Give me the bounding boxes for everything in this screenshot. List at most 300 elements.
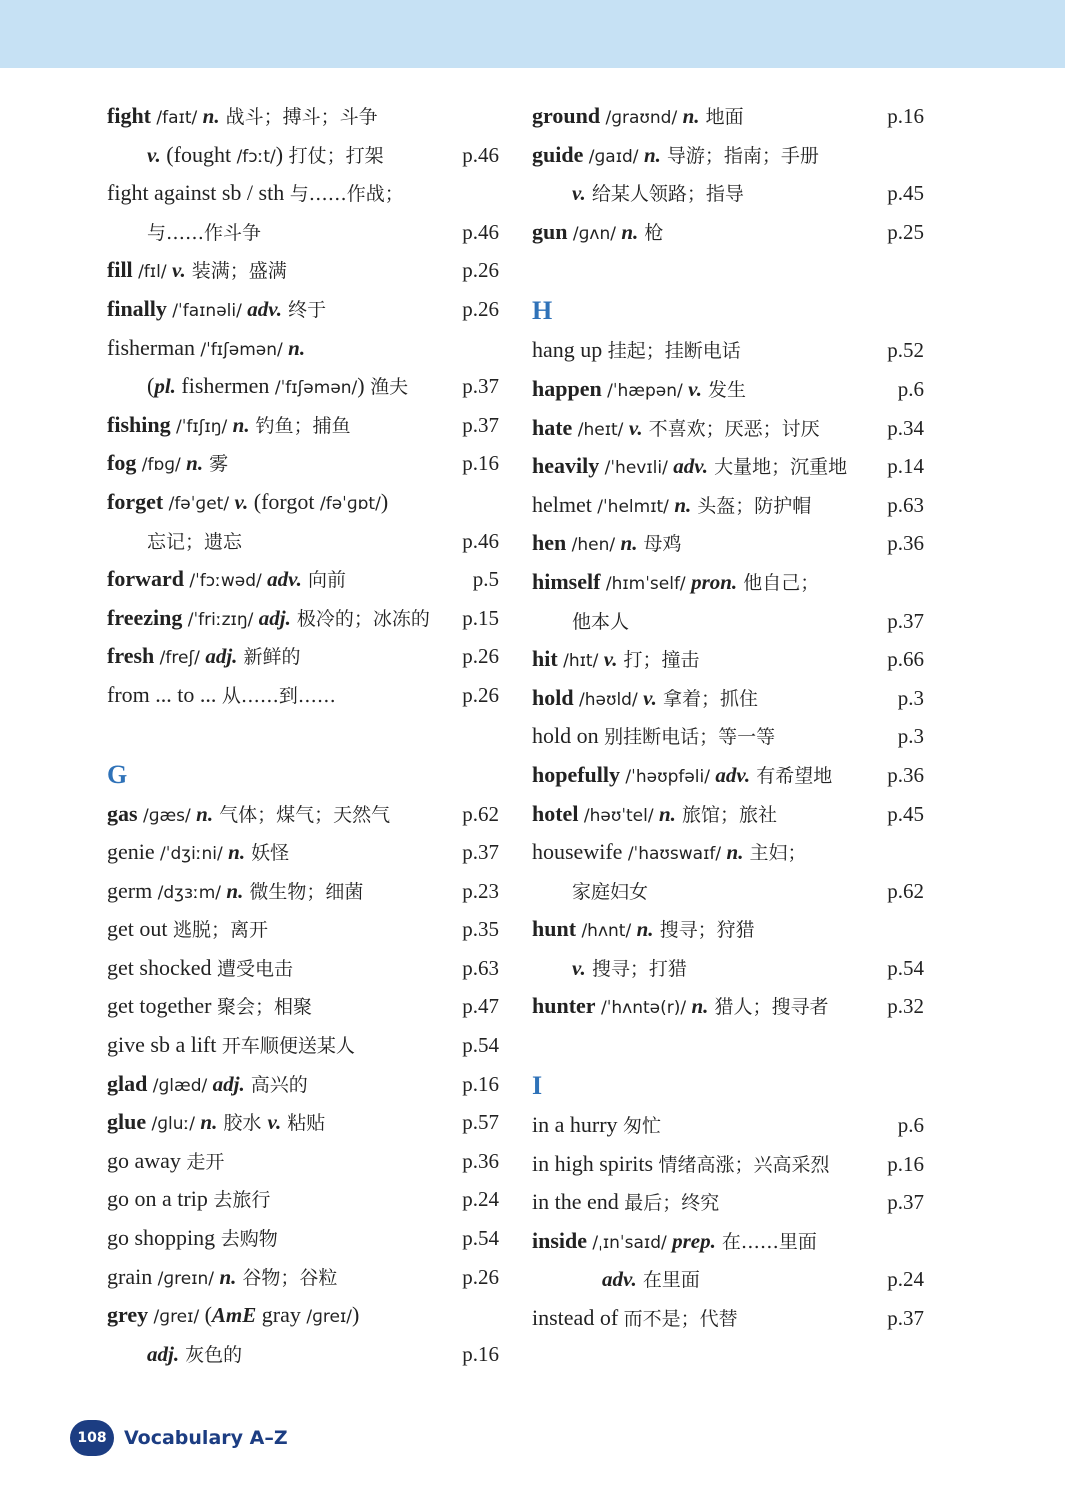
chinese-definition: 旅馆；旅社 <box>675 803 777 826</box>
page-footer <box>70 1420 288 1456</box>
page-reference: p.54 <box>887 955 924 980</box>
phrase-text: germ <box>107 877 153 903</box>
phrase-text: ( <box>147 373 155 399</box>
chinese-definition: 地面 <box>699 106 744 128</box>
phrase-text: ) <box>352 1302 360 1328</box>
chinese-definition: 打；撞击 <box>617 649 700 672</box>
part-of-speech: n. <box>186 451 204 476</box>
phonetic: /ɡæs/ <box>137 805 197 826</box>
phrase-text: get out <box>107 916 173 942</box>
page-reference: p.57 <box>462 1110 499 1135</box>
vocab-entry-line <box>532 213 924 252</box>
phonetic: /ɡlæd/ <box>147 1075 213 1096</box>
phrase-text: housewife <box>532 839 623 865</box>
part-of-speech: v. <box>171 258 186 283</box>
vocab-entry-line <box>107 1026 499 1065</box>
page-reference: p.16 <box>462 451 499 476</box>
part-of-speech: n. <box>288 335 306 360</box>
phrase-text: helmet <box>532 491 592 517</box>
page-reference: p.37 <box>887 1306 924 1331</box>
vocab-entry-line <box>532 679 924 718</box>
chinese-definition: 匆忙 <box>623 1115 662 1138</box>
chinese-definition: 不喜欢；厌恶；讨厌 <box>642 417 820 440</box>
page-reference: p.37 <box>462 840 499 865</box>
chinese-definition: 粘贴 <box>281 1112 326 1135</box>
vocab-entry-line <box>107 1258 499 1297</box>
page-reference: p.37 <box>887 608 924 633</box>
vocab-entry-line <box>107 795 499 834</box>
vocab-entry-line <box>532 756 924 795</box>
phonetic: /ˈfɪʃəmən/ <box>274 378 358 399</box>
headword: guide <box>532 141 584 167</box>
part-of-speech: adv. <box>267 567 302 592</box>
headword: forget <box>107 488 164 514</box>
phrase-text: fight against sb / sth <box>107 180 290 206</box>
part-of-speech: pl. <box>154 374 176 399</box>
page-reference: p.16 <box>887 104 924 128</box>
part-of-speech: n. <box>674 492 692 517</box>
footer-title: Vocabulary A–Z <box>124 1427 288 1449</box>
page-reference: p.35 <box>462 917 499 942</box>
chinese-definition: 遭受电击 <box>216 957 293 980</box>
headword: hunt <box>532 916 577 942</box>
page-reference: p.52 <box>887 338 924 363</box>
page-reference: p.26 <box>462 1264 499 1289</box>
headword: forward <box>107 566 184 592</box>
chinese-definition: 搜寻；打猎 <box>585 957 687 980</box>
phrase-text: fishermen <box>175 373 275 399</box>
phonetic: /ˈdʒiːni/ <box>154 844 229 865</box>
chinese-definition: 在里面 <box>636 1269 700 1292</box>
vocab-entry-line <box>532 174 924 213</box>
phonetic: /hɪmˈself/ <box>600 573 692 594</box>
part-of-speech: n. <box>658 801 676 826</box>
part-of-speech: adj. <box>147 1341 180 1366</box>
phonetic: /heɪt/ <box>572 419 629 440</box>
vocab-entry-line <box>107 599 499 638</box>
vocab-entry-line <box>107 560 499 599</box>
chinese-definition: 头盔；防护帽 <box>691 494 812 517</box>
chinese-definition: 在……里面 <box>715 1230 817 1253</box>
vocab-entry-line <box>107 872 499 911</box>
page-reference: p.26 <box>462 258 499 283</box>
chinese-definition: 搜寻；狩猎 <box>653 919 755 942</box>
page-reference: p.36 <box>462 1148 499 1173</box>
page-reference: p.3 <box>897 685 924 710</box>
vocab-entry-line <box>107 1219 499 1258</box>
chinese-definition: 挂起；挂断电话 <box>607 340 741 363</box>
phonetic: /ˈhevɪli/ <box>599 458 674 479</box>
right-column <box>532 97 924 1338</box>
part-of-speech: adj. <box>212 1071 245 1096</box>
part-of-speech: adv. <box>247 296 283 321</box>
phonetic: /ˈhelmɪt/ <box>591 496 675 517</box>
page-reference: p.24 <box>462 1187 499 1212</box>
phrase-text: hang up <box>532 337 608 363</box>
vocab-entry-line <box>532 1183 924 1222</box>
vocab-entry-line <box>532 795 924 834</box>
page-reference: p.5 <box>472 567 499 592</box>
section-letter: I <box>532 1071 543 1101</box>
part-of-speech: n. <box>643 142 661 167</box>
headword: hen <box>532 530 567 556</box>
phonetic: /ɡreɪn/ <box>152 1268 220 1289</box>
vocab-entry-line <box>107 329 499 368</box>
part-of-speech: n. <box>726 840 744 865</box>
part-of-speech: n. <box>219 1264 237 1289</box>
page-reference: p.15 <box>462 605 499 630</box>
phrase-text: ( <box>204 1302 212 1328</box>
phonetic: /ˈfɪʃɪŋ/ <box>170 416 233 437</box>
page-reference: p.47 <box>462 994 499 1019</box>
phrase-text: go on a trip <box>107 1186 214 1212</box>
part-of-speech: v. <box>147 142 161 167</box>
vocab-entry-line <box>107 676 499 715</box>
phrase-text: get shocked <box>107 954 217 980</box>
chinese-definition: 向前 <box>301 569 346 592</box>
headword: fog <box>107 450 137 476</box>
part-of-speech: v. <box>643 685 657 710</box>
chinese-definition: 谷物；谷粒 <box>236 1266 338 1289</box>
phrase-text: genie <box>107 839 155 865</box>
page-reference: p.36 <box>887 762 924 787</box>
page-number-badge: 108 <box>70 1420 114 1456</box>
phonetic: /ɡaɪd/ <box>583 146 644 167</box>
chinese-definition: 高兴的 <box>244 1073 308 1096</box>
chinese-definition: 给某人领路；指导 <box>585 183 744 206</box>
chinese-definition: 终于 <box>282 298 327 321</box>
part-of-speech: n. <box>621 219 639 244</box>
part-of-speech: n. <box>202 104 220 128</box>
chinese-definition: 从……到…… <box>221 684 336 707</box>
vocab-entry-line <box>107 833 499 872</box>
phonetic: /fəˈɡɒt/ <box>319 493 381 514</box>
phonetic: /hen/ <box>566 535 621 556</box>
vocab-entry-line <box>107 444 499 483</box>
section-gap <box>107 715 499 755</box>
vocab-entry-line <box>107 136 499 175</box>
chinese-definition: 他本人 <box>572 610 630 633</box>
vocab-entry-line <box>532 987 924 1026</box>
vocab-entry-line <box>532 1260 924 1299</box>
part-of-speech: adv. <box>602 1267 637 1292</box>
vocab-entry-line <box>532 447 924 486</box>
phonetic: /ˈhaʊswaɪf/ <box>622 844 727 865</box>
chinese-definition: 情绪高涨；兴高采烈 <box>658 1153 830 1176</box>
chinese-definition: 主妇； <box>743 842 807 865</box>
phonetic: /fɪl/ <box>132 262 172 283</box>
part-of-speech: n. <box>620 531 638 556</box>
phonetic: /fəˈɡet/ <box>163 493 235 514</box>
chinese-definition: 导游；指南；手册 <box>660 144 819 167</box>
vocab-entry-line <box>107 522 499 561</box>
chinese-definition: 逃脱；离开 <box>173 919 269 942</box>
vocab-entry-line <box>532 331 924 370</box>
chinese-definition: 灰色的 <box>179 1343 243 1366</box>
chinese-definition: 与……作战； <box>289 183 404 206</box>
page-reference: p.46 <box>462 219 499 244</box>
chinese-definition: 渔夫 <box>370 376 409 399</box>
part-of-speech: n. <box>232 412 250 437</box>
chinese-definition: 极冷的；冰冻的 <box>290 607 430 630</box>
vocab-entry-line <box>107 637 499 676</box>
headword: hopefully <box>532 761 621 787</box>
vocab-entry-line <box>107 1065 499 1104</box>
page-reference: p.45 <box>887 181 924 206</box>
phrase-text: (forgot <box>248 488 320 514</box>
phonetic: /freʃ/ <box>154 648 206 669</box>
page-reference: p.36 <box>887 531 924 556</box>
page-reference: p.32 <box>887 994 924 1019</box>
chinese-definition: 枪 <box>638 221 664 244</box>
chinese-definition: 气体；煤气；天然气 <box>213 803 391 826</box>
part-of-speech: adj. <box>258 605 291 630</box>
chinese-definition: 去购物 <box>220 1228 278 1251</box>
chinese-definition: 雾 <box>203 453 229 476</box>
part-of-speech: n. <box>228 840 246 865</box>
headword: fresh <box>107 643 155 669</box>
chinese-definition: 聚会；相聚 <box>216 996 312 1019</box>
phonetic: /faɪt/ <box>151 108 203 128</box>
vocab-entry-line <box>532 602 924 641</box>
vocab-entry-line <box>107 174 499 213</box>
page-reference: p.37 <box>462 412 499 437</box>
phonetic: /ɡreɪ/ <box>148 1307 205 1328</box>
page-reference: p.6 <box>897 376 924 401</box>
phrase-text: hold on <box>532 723 605 749</box>
headword: hunter <box>532 993 596 1019</box>
vocab-entry-line <box>107 251 499 290</box>
page-reference: p.34 <box>887 415 924 440</box>
phrase-text: give sb a lift <box>107 1032 222 1058</box>
phrase-text: from ... to ... <box>107 681 222 707</box>
part-of-speech: adj. <box>205 644 238 669</box>
phonetic: /ˈfriːzɪŋ/ <box>182 609 259 630</box>
vocab-entry-line <box>107 1103 499 1142</box>
chinese-definition: 拿着；抓住 <box>656 687 758 710</box>
page-reference: p.46 <box>462 142 499 167</box>
chinese-definition: 装满；盛满 <box>185 260 287 283</box>
page-reference: p.23 <box>462 878 499 903</box>
page-reference: p.37 <box>887 1190 924 1215</box>
section-gap <box>532 251 924 291</box>
page-reference: p.63 <box>887 492 924 517</box>
phonetic: /hʌnt/ <box>576 921 637 942</box>
top-color-band <box>0 0 1065 68</box>
chinese-definition: 母鸡 <box>637 533 682 556</box>
phonetic: /fɔːt/ <box>236 146 276 167</box>
vocab-entry-line <box>532 640 924 679</box>
part-of-speech: n. <box>196 801 214 826</box>
phonetic: /həʊld/ <box>573 689 644 710</box>
headword: himself <box>532 568 601 594</box>
phonetic: /ɡreɪ/ <box>306 1307 353 1328</box>
phonetic: /ˈfaɪnəli/ <box>166 300 248 321</box>
chinese-definition: 忘记；遗忘 <box>147 530 243 553</box>
phrase-text: grain <box>107 1263 153 1289</box>
phrase-text: in the end <box>532 1189 625 1215</box>
phonetic: /ˈhæpən/ <box>601 380 689 401</box>
phrase-text: in high spirits <box>532 1150 659 1176</box>
part-of-speech: n. <box>200 1110 218 1135</box>
headword: ground <box>532 103 601 128</box>
vocab-entry-line <box>107 1180 499 1219</box>
chinese-definition: 走开 <box>186 1150 225 1173</box>
vocab-entry-line <box>532 1299 924 1338</box>
headword: finally <box>107 295 167 321</box>
headword: happen <box>532 375 602 401</box>
headword: glad <box>107 1070 148 1096</box>
vocab-entry-line <box>107 213 499 252</box>
page-reference: p.24 <box>887 1267 924 1292</box>
phonetic: /ɡraʊnd/ <box>600 108 683 128</box>
vocab-entry-line <box>532 872 924 911</box>
part-of-speech: AmE <box>211 1303 257 1328</box>
chinese-definition: 最后；终究 <box>624 1192 720 1215</box>
phonetic: /hɪt/ <box>557 651 604 672</box>
phonetic: /dʒɜːm/ <box>152 882 227 903</box>
phonetic: /ɡʌn/ <box>567 223 622 244</box>
part-of-speech: pron. <box>691 569 738 594</box>
chinese-definition: 微生物；细菌 <box>243 880 364 903</box>
part-of-speech: adv. <box>673 454 709 479</box>
vocab-entry-line <box>532 97 924 136</box>
part-of-speech: v. <box>572 955 586 980</box>
headword: inside <box>532 1227 588 1253</box>
vocab-entry-line <box>107 987 499 1026</box>
headword: fill <box>107 257 133 283</box>
phrase-text: ) <box>357 373 371 399</box>
page-reference: p.37 <box>462 374 499 399</box>
chinese-definition: 家庭妇女 <box>572 880 649 903</box>
page-reference: p.46 <box>462 528 499 553</box>
headword: hit <box>532 646 558 672</box>
headword: hold <box>532 684 574 710</box>
part-of-speech: n. <box>691 994 709 1019</box>
phrase-text: gray <box>256 1302 307 1328</box>
page-reference: p.3 <box>897 724 924 749</box>
vocab-entry-line <box>532 833 924 872</box>
phrase-text: ) <box>380 488 389 514</box>
phrase-text: go away <box>107 1147 187 1173</box>
part-of-speech: v. <box>267 1110 282 1135</box>
page-reference: p.26 <box>462 682 499 707</box>
part-of-speech: v. <box>603 647 618 672</box>
vocab-entry-line <box>532 136 924 175</box>
section-letter: G <box>107 759 128 789</box>
phrase-text: in a hurry <box>532 1112 624 1138</box>
part-of-speech: v. <box>572 181 586 206</box>
vocab-entry-line <box>107 367 499 406</box>
phrase-text: instead of <box>532 1305 624 1331</box>
part-of-speech: v. <box>628 415 643 440</box>
chinese-definition: 打仗；打架 <box>288 144 384 167</box>
page-reference: p.26 <box>462 644 499 669</box>
page-reference: p.66 <box>887 647 924 672</box>
headword: fishing <box>107 411 171 437</box>
part-of-speech: adv. <box>715 762 751 787</box>
headword: hotel <box>532 800 579 826</box>
phonetic: /ɡluː/ <box>146 1114 201 1135</box>
chinese-definition: 钓鱼；捕鱼 <box>249 414 351 437</box>
phonetic: /ˈhəʊpfəli/ <box>620 766 716 787</box>
vocab-entry-line <box>532 1222 924 1261</box>
chinese-definition: 胶水 <box>217 1112 268 1135</box>
headword: glue <box>107 1109 147 1135</box>
page-reference: p.26 <box>462 296 499 321</box>
chinese-definition: 别挂断电话；等一等 <box>604 726 776 749</box>
page-reference: p.45 <box>887 801 924 826</box>
phonetic: /fɒɡ/ <box>136 455 187 476</box>
chinese-definition: 新鲜的 <box>237 646 301 669</box>
vocab-entry-line <box>107 949 499 988</box>
chinese-definition: 去旅行 <box>213 1189 271 1212</box>
chinese-definition: 战斗；搏斗；斗争 <box>219 106 378 128</box>
phrase-text: get together <box>107 993 217 1019</box>
chinese-definition: 与……作斗争 <box>147 221 262 244</box>
vocab-entry-line <box>532 524 924 563</box>
part-of-speech: prep. <box>672 1228 716 1253</box>
chinese-definition: 发生 <box>701 378 746 401</box>
phonetic: /ˈhʌntə(r)/ <box>595 998 692 1019</box>
page-reference: p.25 <box>887 219 924 244</box>
page-reference: p.16 <box>462 1341 499 1366</box>
vocab-entry-line <box>532 563 924 602</box>
part-of-speech: n. <box>636 917 654 942</box>
part-of-speech: v. <box>234 489 249 514</box>
vocab-entry-line <box>107 1142 499 1181</box>
page-reference: p.62 <box>462 801 499 826</box>
chinese-definition: 有希望地 <box>750 764 833 787</box>
vocab-entry-line <box>107 910 499 949</box>
part-of-speech: n. <box>682 104 700 128</box>
page-reference: p.62 <box>887 878 924 903</box>
headword: fight <box>107 103 151 128</box>
left-column <box>107 97 499 1373</box>
phonetic: /ˈfɪʃəmən/ <box>194 339 289 360</box>
vocab-entry-line <box>107 406 499 445</box>
vocab-entry-line <box>532 486 924 525</box>
headword: gun <box>532 218 568 244</box>
phrase-text: (fought <box>160 141 237 167</box>
chinese-definition: 妖怪 <box>245 842 290 865</box>
chinese-definition: 开车顺便送某人 <box>221 1035 355 1058</box>
page-reference: p.63 <box>462 955 499 980</box>
phonetic: /ˌɪnˈsaɪd/ <box>587 1232 673 1253</box>
phrase-text: ) <box>275 141 289 167</box>
page-reference: p.16 <box>462 1071 499 1096</box>
vocab-entry-line <box>107 290 499 329</box>
headword: gas <box>107 800 138 826</box>
phonetic: /həʊˈtel/ <box>578 805 659 826</box>
chinese-definition: 大量地；沉重地 <box>708 456 848 479</box>
page-reference: p.6 <box>897 1113 924 1138</box>
part-of-speech: v. <box>688 376 702 401</box>
vocab-entry-line <box>107 1335 499 1374</box>
headword: grey <box>107 1302 149 1328</box>
chinese-definition: 猎人；搜寻者 <box>708 996 829 1019</box>
section-gap <box>532 1026 924 1066</box>
page-reference: p.14 <box>887 454 924 479</box>
section-letter: H <box>532 296 553 326</box>
vocab-entry-line <box>532 409 924 448</box>
phonetic: /ˈfɔːwəd/ <box>183 571 268 592</box>
headword: heavily <box>532 453 600 479</box>
vocab-entry-line <box>532 949 924 988</box>
chinese-definition: 他自己； <box>737 571 820 594</box>
vocab-entry-line <box>532 717 924 756</box>
page-reference: p.54 <box>462 1033 499 1058</box>
